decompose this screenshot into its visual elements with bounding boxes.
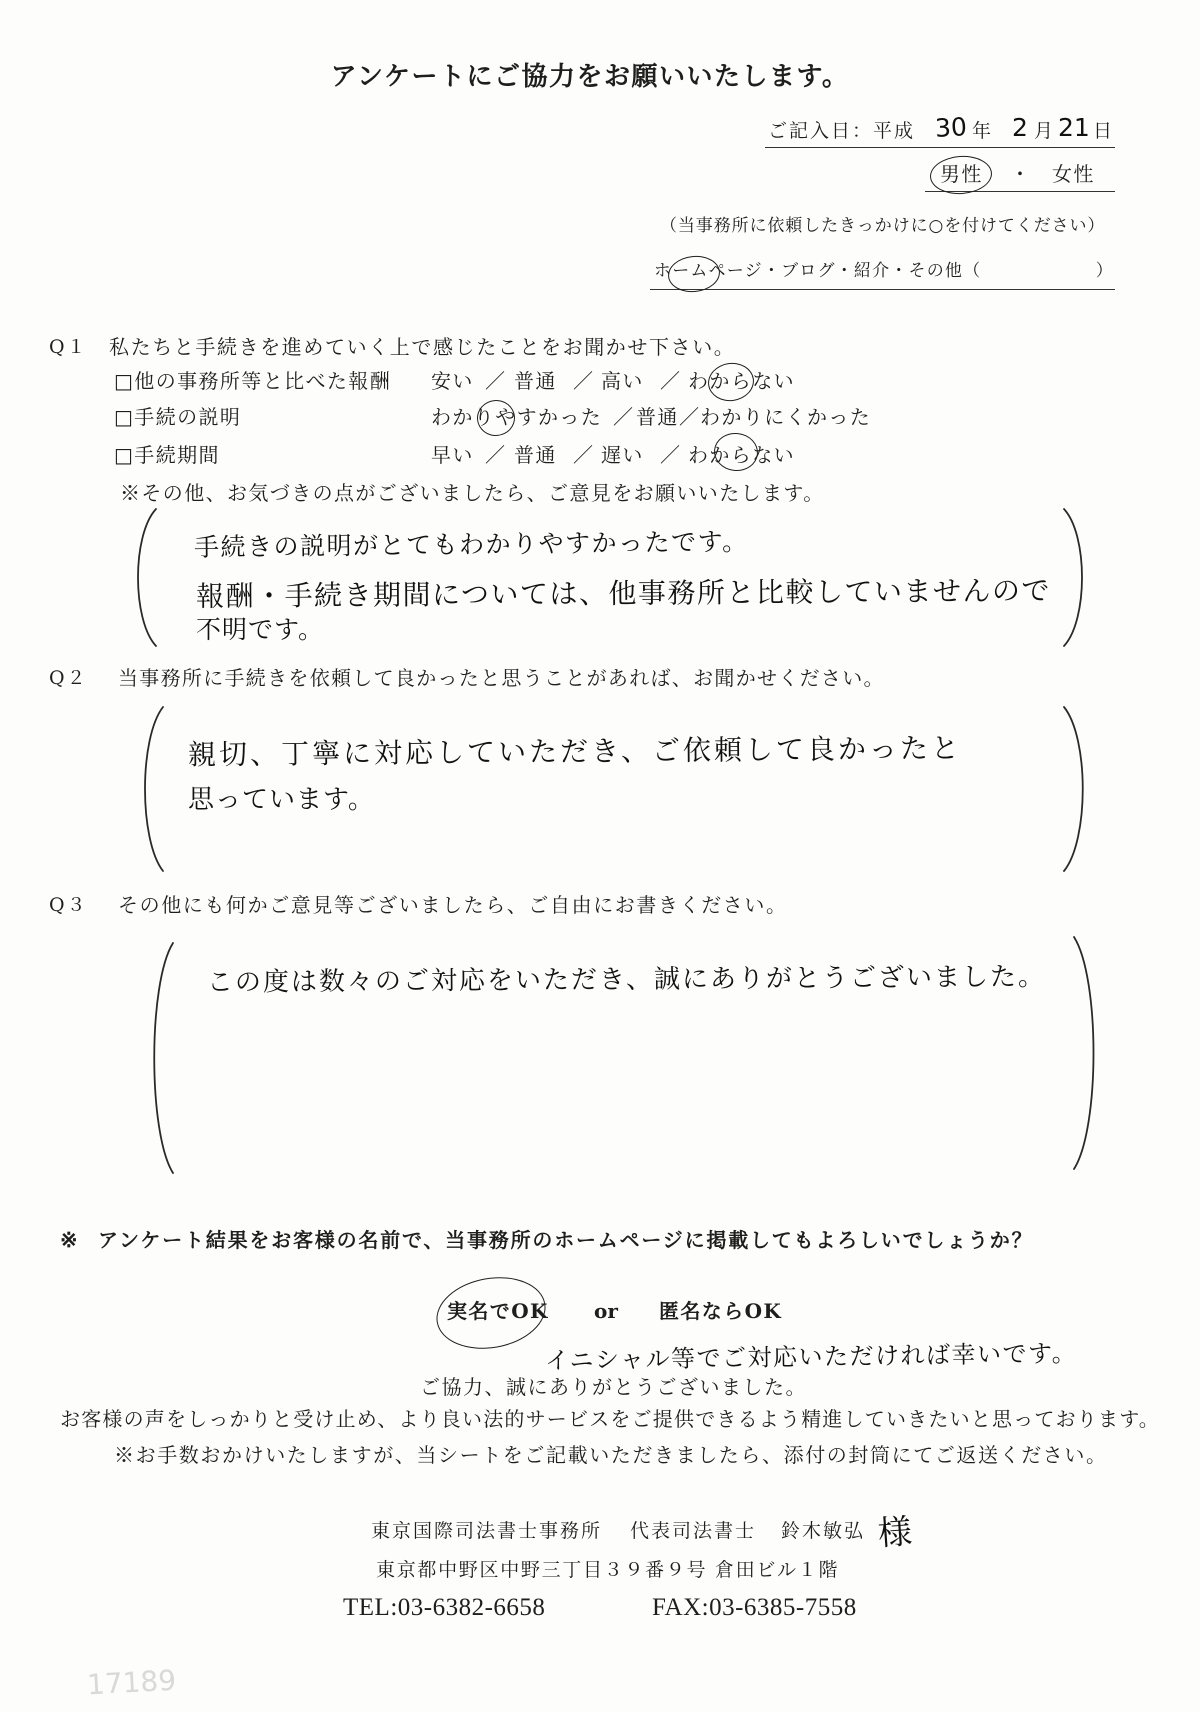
source-separator: ・	[835, 261, 854, 281]
office-representative-title: 代表司法書士	[630, 1520, 757, 1542]
right-bracket	[1074, 937, 1094, 1169]
q3-question: その他にも何かご意見等ございましたら、ご自由にお書きください。	[118, 893, 788, 917]
consent-option-anonymous: 匿名ならOK	[659, 1299, 783, 1323]
closing-message: お客様の声をしっかりと受け止め、より良い法的サービスをご提供できるよう精進していきたいと思っております。	[60, 1407, 1160, 1431]
q2-number: Q２	[49, 667, 88, 689]
q1-number: Q１	[49, 336, 88, 358]
office-fax: FAX:03-6385-7558	[652, 1594, 857, 1621]
option-separator: ／	[613, 405, 635, 429]
right-bracket	[1064, 509, 1082, 646]
option-separator: ／	[660, 443, 682, 467]
q1-duration-option-average: 普通	[514, 443, 557, 467]
consent-selection-circle	[431, 1269, 551, 1357]
q1-fee-label: □他の事務所等と比べた報酬	[114, 369, 392, 393]
q1-question: 私たちと手続きを進めていく上で感じたことをお聞かせ下さい。	[109, 335, 736, 359]
q1-answer-line: 手続きの説明がとてもわかりやすかったです。	[193, 527, 749, 562]
q1-fee-option-unknown: わからない	[688, 369, 795, 393]
source-separator: ・	[762, 261, 782, 281]
q1-duration-option-slow: 遅い	[601, 443, 644, 467]
gender-separator: ・	[1010, 162, 1032, 186]
date-day-unit: 日	[1093, 120, 1115, 142]
right-bracket	[1064, 707, 1083, 871]
option-separator: ／	[485, 369, 507, 393]
source-options	[654, 261, 1114, 281]
consent-mark: ※	[60, 1227, 78, 1252]
closing-thanks: ご協力、誠にありがとうございました。	[420, 1375, 807, 1399]
q1-fee-option-cheap: 安い	[431, 369, 474, 393]
source-instruction: （当事務所に依頼したきっかけに○を付けてください）	[660, 216, 1106, 236]
q1-explanation-label: □手続の説明	[114, 405, 242, 429]
q1-explanation-option-clear: わかりやすかった	[431, 405, 603, 429]
consent-or: or	[594, 1299, 618, 1323]
source-option-blog: ブログ	[781, 261, 836, 281]
q1-answer-line: 不明です。	[196, 615, 325, 644]
date-label: ご記入日：平成	[768, 120, 916, 142]
source-paren-close: ）	[1095, 261, 1114, 281]
source-underline	[650, 289, 1115, 290]
q2-answer-line: 親切、丁寧に対応していただき、ご依頼して良かったと	[187, 731, 963, 772]
consent-question: アンケート結果をお客様の名前で、当事務所のホームページに掲載してもよろしいでしょうか？	[98, 1228, 1034, 1252]
date-day-handwritten: 21	[1058, 113, 1090, 142]
date-month-unit: 月	[1034, 120, 1056, 142]
consent-handwritten-note: イニシャル等でご対応いただければ幸いです。	[544, 1339, 1078, 1375]
q1-explanation-option-unclear: わかりにくかった	[700, 405, 872, 429]
q1-duration-label: □手続期間	[114, 443, 220, 467]
office-name: 東京国際司法書士事務所	[371, 1520, 603, 1542]
option-separator: ／	[660, 369, 682, 393]
q1-duration-option-fast: 早い	[431, 443, 474, 467]
q1-explanation-option-average: 普通	[636, 405, 679, 429]
left-bracket	[154, 943, 173, 1173]
q3-answer-line: この度は数々のご対応をいただき、誠にありがとうございました。	[206, 962, 1047, 998]
q1-duration-option-unknown: わからない	[688, 443, 795, 467]
gender-option-female: 女性	[1052, 162, 1095, 186]
source-paren-open: （	[963, 261, 982, 281]
q3-number: Q３	[49, 894, 88, 916]
q1-fee-option-average: 普通	[514, 369, 557, 393]
gender-option-male: 男性	[940, 162, 983, 186]
option-separator: ／	[485, 443, 507, 467]
left-bracket	[145, 707, 163, 871]
q2-question: 当事務所に手続きを依頼して良かったと思うことがあれば、お聞かせください。	[118, 666, 885, 690]
consent-option-real-name: 実名でOK	[447, 1299, 549, 1323]
date-underline	[765, 147, 1115, 148]
option-separator: ／	[573, 369, 595, 393]
left-bracket	[138, 509, 156, 646]
source-option-referral: 紹介	[853, 261, 891, 281]
q1-note: ※その他、お気づきの点がございましたら、ご意見をお願いいたします。	[120, 481, 825, 505]
closing-return-note: ※お手数おかけいたしますが、当シートをご記載いただきましたら、添付の封筒にてご返送ください。	[114, 1443, 1108, 1467]
date-year-unit: 年	[972, 120, 994, 142]
date-month-handwritten: 2	[1012, 113, 1028, 142]
source-option-homepage: ホームページ	[654, 261, 763, 281]
source-option-other: その他	[908, 261, 964, 281]
office-address: 東京都中野区中野三丁目３９番９号 倉田ビル１階	[376, 1559, 840, 1581]
date-year-handwritten: 30	[934, 112, 968, 143]
option-separator: ／	[573, 443, 595, 467]
office-representative-name: 鈴木敏弘	[781, 1520, 866, 1542]
q1-fee-option-high: 高い	[601, 369, 644, 393]
office-honorific-handwritten: 様	[876, 1511, 914, 1555]
source-separator: ・	[890, 261, 909, 281]
margin-mark: 17189	[86, 1663, 177, 1702]
gender-selection-circle	[929, 154, 993, 196]
q1-fee-selection-circle	[706, 360, 757, 404]
office-tel: TEL:03-6382-6658	[343, 1594, 546, 1621]
q1-answer-line: 報酬・手続き期間については、他事務所と比較していませんので	[195, 574, 1052, 613]
q2-answer-line: 思っています。	[188, 785, 375, 815]
doc-title: アンケートにご協力をお願いいたします。	[330, 62, 850, 92]
option-separator: ／	[679, 405, 701, 429]
